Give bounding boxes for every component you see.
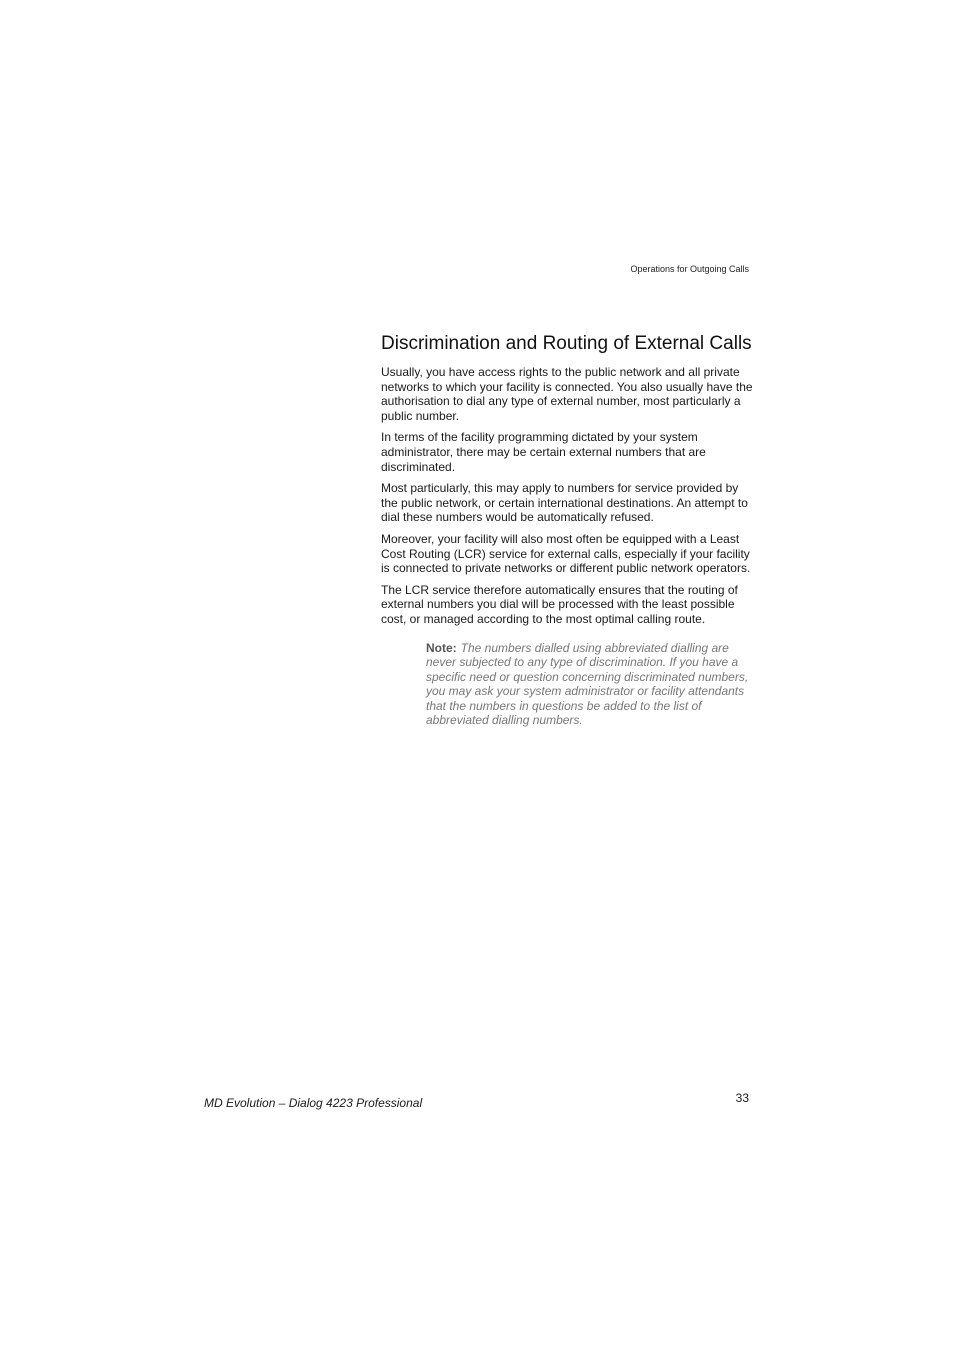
- paragraph: Most particularly, this may apply to numbers for service provided by the public network, or certain international destinations. An attempt to dial these numbers would be automatically refused.: [381, 481, 748, 525]
- page-number: 33: [735, 1091, 749, 1105]
- running-header: Operations for Outgoing Calls: [630, 264, 749, 274]
- section-title: Discrimination and Routing of External Calls: [381, 333, 752, 354]
- paragraph: Moreover, your facility will also most often be equipped with a Least Cost Routing (LCR) service for external calls, especially if your facility is connected to private networks or different public network operators.: [381, 531, 751, 576]
- paragraph: The LCR service therefore automatically ensures that the routing of external numbers you dial will be processed with the least possible cost, or managed according to the most optimal calling route.: [381, 582, 738, 626]
- paragraph: Usually, you have access rights to the public network and all private networks to which your facility is connected. You also usually have the authorisation to dial any type of external number, most particularly a public number.: [381, 365, 753, 423]
- section-content: [381, 333, 753, 728]
- footer-document-title: MD Evolution – Dialog 4223 Professional: [204, 1096, 423, 1110]
- note-label: Note:: [426, 640, 457, 655]
- paragraph: In terms of the facility programming dictated by your system administrator, there may be certain external numbers that are discriminated.: [381, 430, 706, 474]
- note-text: The numbers dialled using abbreviated dialling are never subjected to any type of discrimination. If you have a specific need or question concerning discriminated numbers, you may ask your system administrator or facility attendants that the numbers in questions be added to the list of abbreviated dialling numbers.: [426, 640, 749, 728]
- note-block: [426, 641, 751, 729]
